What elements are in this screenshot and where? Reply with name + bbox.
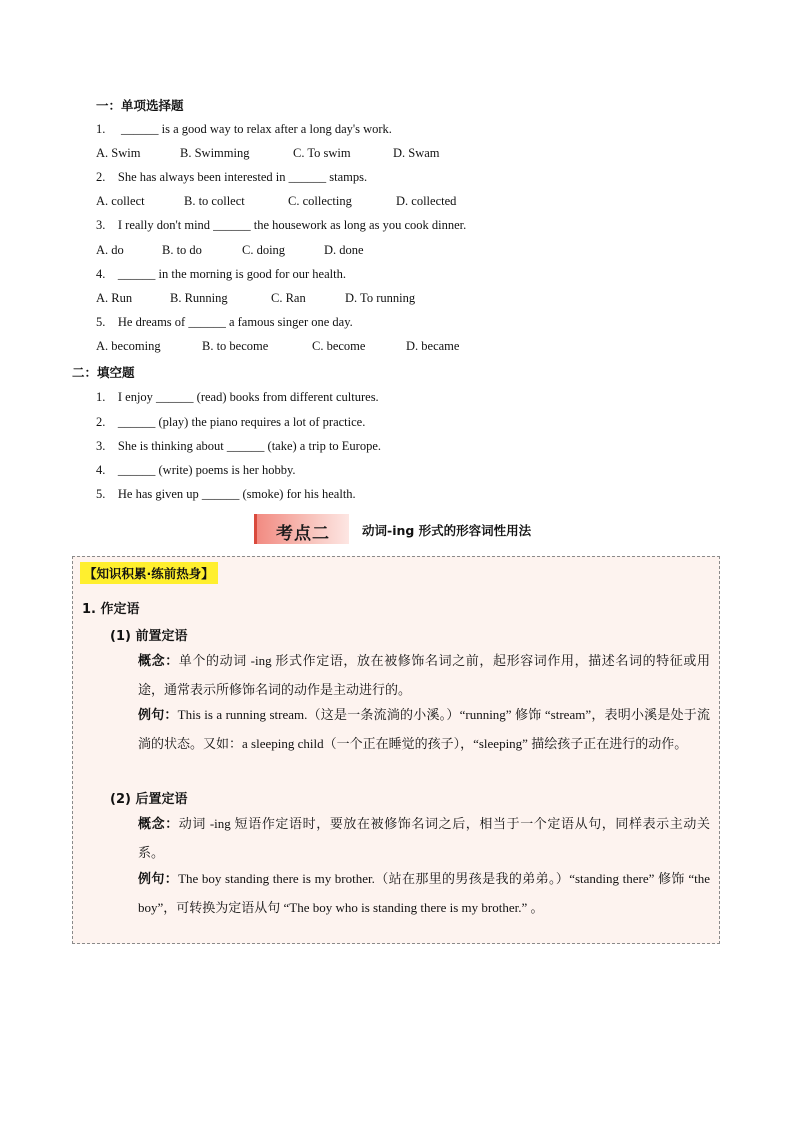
option: D. became <box>406 339 460 353</box>
fill-item-4 <box>96 463 296 478</box>
item-text: ______ (play) the piano requires a lot of practice. <box>117 415 366 429</box>
fill-item-5 <box>96 487 356 502</box>
item-text: I enjoy ______ (read) books from different cultures. <box>117 390 379 404</box>
question-text: ______ in the morning is good for our health. <box>117 267 346 281</box>
item-number: 1. <box>96 390 106 404</box>
option: D. Swam <box>393 146 440 160</box>
question-text: He dreams of ______ a famous singer one day. <box>117 315 353 329</box>
section2-heading: 二：填空题 <box>72 365 135 380</box>
question-number: 2. <box>96 170 106 184</box>
question-1 <box>96 122 392 137</box>
question-3 <box>96 218 466 233</box>
item-number: 4. <box>96 463 106 477</box>
option: C. Ran <box>271 291 306 305</box>
fill-item-3 <box>96 439 381 454</box>
question-number: 4. <box>96 267 106 281</box>
question-text: I really don't mind ______ the housework as long as you cook dinner. <box>117 218 467 232</box>
point-heading: 1. 作定语 <box>82 602 140 617</box>
kaodian-badge-label: 考点二 <box>276 524 330 544</box>
option: C. To swim <box>293 146 351 160</box>
fill-item-2 <box>96 415 365 430</box>
knowledge-tag: 【知识积累·练前热身】 <box>80 562 218 584</box>
option: B. Running <box>170 291 228 305</box>
concept-text: 单个的动词 -ing 形式作定语，放在被修饰名词之前，起形容词作用，描述名词的特征或用途，通常表示所修饰名词的动作是主动进行的。 <box>138 653 710 697</box>
option: B. to collect <box>184 194 245 208</box>
example-text: This is a running stream.（这是一条流淌的小溪。）“running” 修饰 “stream”，表明小溪是处于流淌的状态。又如：a sleeping child（一个正在睡觉的孩子），“sleeping” 描绘孩子正在进行的动作。 <box>138 707 710 751</box>
option: D. To running <box>345 291 416 305</box>
option: B. to become <box>202 339 269 353</box>
example-label: 例句： <box>138 708 178 723</box>
item-number: 3. <box>96 439 106 453</box>
item-text: He has given up ______ (smoke) for his health. <box>117 487 356 501</box>
item-number: 5. <box>96 487 106 501</box>
concept-label: 概念： <box>138 654 179 669</box>
concept-paragraph-2 <box>138 810 710 866</box>
item-number: 2. <box>96 415 106 429</box>
question-2 <box>96 170 367 185</box>
option: A. do <box>96 243 124 257</box>
item-text: ______ (write) poems is her hobby. <box>117 463 296 477</box>
option: D. done <box>324 243 364 257</box>
subpoint-heading-prepositive: (1) 前置定语 <box>110 629 188 644</box>
example-text: The boy standing there is my brother.（站在那里的男孩是我的弟弟。）“standing there” 修饰 “the boy”，可转换为定语从句 “The boy who is standing there is my brother.” 。 <box>138 871 710 915</box>
option: B. to do <box>162 243 202 257</box>
example-label: 例句： <box>138 872 179 887</box>
option: A. becoming <box>96 339 161 353</box>
question-5 <box>96 315 353 330</box>
example-paragraph-1 <box>138 701 710 757</box>
option: D. collected <box>396 194 457 208</box>
item-text: She is thinking about ______ (take) a trip to Europe. <box>117 439 382 453</box>
option: A. Swim <box>96 146 141 160</box>
question-text: She has always been interested in ______ stamps. <box>117 170 368 184</box>
section1-heading: 一：单项选择题 <box>96 98 184 113</box>
option: B. Swimming <box>180 146 250 160</box>
kaodian-title: 动词-ing 形式的形容词性用法 <box>362 523 532 538</box>
option: C. collecting <box>288 194 352 208</box>
fill-item-1 <box>96 390 379 405</box>
question-number: 3. <box>96 218 106 232</box>
concept-label: 概念： <box>138 817 179 832</box>
kaodian-badge <box>254 514 349 544</box>
option: C. doing <box>242 243 286 257</box>
question-number: 1. <box>96 122 106 136</box>
question-text: ______ is a good way to relax after a long day's work. <box>121 122 392 136</box>
subpoint-heading-postpositive: (2) 后置定语 <box>110 792 188 807</box>
question-number: 5. <box>96 315 106 329</box>
concept-text: 动词 -ing 短语作定语时，要放在被修饰名词之后，相当于一个定语从句，同样表示主动关系。 <box>138 816 710 860</box>
example-paragraph-2 <box>138 865 710 921</box>
question-4 <box>96 267 346 282</box>
option: A. Run <box>96 291 133 305</box>
option: C. become <box>312 339 366 353</box>
option: A. collect <box>96 194 145 208</box>
concept-paragraph-1 <box>138 647 710 703</box>
